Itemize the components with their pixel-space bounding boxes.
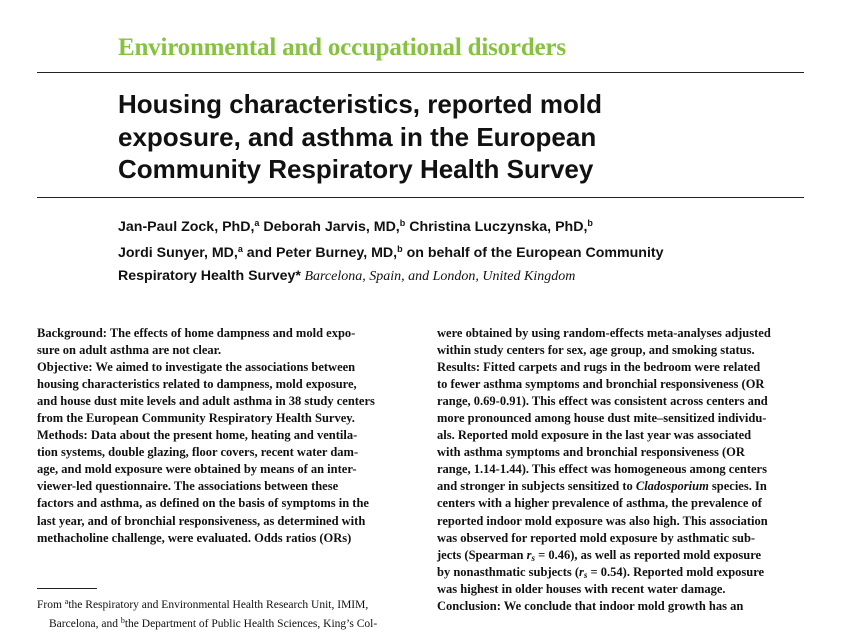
author-line bbox=[118, 212, 818, 238]
abstract-line: to fewer asthma symptoms and bronchial responsiveness (OR bbox=[437, 377, 765, 392]
title-line: Community Respiratory Health Survey bbox=[118, 154, 594, 184]
abstract-right-column bbox=[437, 325, 807, 615]
abstract-line: Methods: Data about the present home, heating and ventila- bbox=[37, 428, 358, 443]
abstract-text: = 0.46), as well as reported mold exposure bbox=[534, 547, 762, 562]
author-name: Christina Luczynska, PhD, bbox=[405, 219, 588, 235]
abstract-line: was highest in older houses with recent water damage. bbox=[437, 581, 726, 596]
abstract-line: and house dust mite levels and adult asthma in 38 study centers bbox=[37, 394, 375, 409]
abstract-line: als. Reported mold exposure in the last year was associated bbox=[437, 428, 752, 443]
section-heading: Environmental and occupational disorders bbox=[118, 34, 566, 61]
abstract-text: by nonasthmatic subjects ( bbox=[437, 564, 580, 579]
abstract-line bbox=[437, 478, 807, 495]
abstract-line: sure on adult asthma are not clear. bbox=[37, 343, 222, 358]
affiliation-mark: a bbox=[237, 244, 243, 255]
footnote-text: Barcelona, and bbox=[49, 618, 121, 630]
abstract-text: = 0.54). Reported mold exposure bbox=[587, 564, 765, 579]
stat-symbol: r bbox=[526, 547, 532, 562]
stat-subscript: s bbox=[531, 552, 535, 563]
abstract-line: factors and asthma, as defined on the basis of symptoms in the bbox=[37, 496, 369, 511]
abstract-line: Objective: We aimed to investigate the associations between bbox=[37, 360, 356, 375]
affiliation-mark: b bbox=[399, 218, 406, 228]
abstract-line: last year, and of bronchial responsiveness, as determined with bbox=[37, 513, 366, 528]
title-line: exposure, and asthma in the European bbox=[118, 121, 597, 152]
abstract-left-column bbox=[37, 325, 409, 547]
abstract-line: were obtained by using random-effects meta-analyses adjusted bbox=[437, 326, 771, 340]
abstract-line: Results: Fitted carpets and rugs in the bedroom were related bbox=[437, 360, 761, 375]
affiliation-mark: b bbox=[120, 616, 125, 625]
affiliation-mark: b bbox=[587, 218, 593, 228]
abstract-right-block bbox=[437, 325, 807, 478]
abstract-line: methacholine challenge, were evaluated. Odds ratios (ORs) bbox=[37, 530, 352, 545]
footnote-text: From bbox=[37, 599, 65, 611]
abstract-line: range, 1.14-1.44). This effect was homogeneous among centers bbox=[437, 462, 767, 477]
abstract-line: more pronounced among house dust mite–sensitized individu- bbox=[437, 411, 767, 426]
author-name: and Peter Burney, MD, bbox=[242, 245, 398, 262]
abstract-line: tion systems, double glazing, floor covers, recent water dam- bbox=[37, 445, 359, 460]
affiliation-footnote bbox=[37, 594, 409, 632]
article-title bbox=[118, 88, 798, 186]
abstract-line: age, and mold exposure were obtained by means of an inter- bbox=[37, 462, 357, 477]
species-name: Cladosporium bbox=[635, 479, 709, 494]
affiliation-mark: b bbox=[397, 244, 403, 255]
title-line: Housing characteristics, reported mold bbox=[118, 89, 603, 119]
footnote-rule bbox=[37, 588, 97, 589]
footnote-text: the Department of Public Health Sciences, King’s Col- bbox=[124, 618, 378, 630]
abstract-line bbox=[437, 547, 807, 564]
author-group-text: on behalf of the European Community bbox=[402, 245, 664, 262]
abstract-line: viewer-led questionnaire. The associations between these bbox=[37, 479, 339, 494]
title-rule bbox=[37, 197, 804, 198]
footnote-line bbox=[37, 594, 409, 613]
abstract-line: Background: The effects of home dampness and mold expo- bbox=[37, 326, 356, 340]
abstract-line bbox=[437, 564, 807, 581]
abstract-line: from the European Community Respiratory Health Survey. bbox=[37, 411, 355, 426]
abstract-text: species. In bbox=[708, 479, 767, 494]
top-rule bbox=[37, 72, 804, 73]
author-group: Respiratory Health Survey* bbox=[118, 267, 301, 284]
abstract-line: range, 0.69-0.91). This effect was consistent across centers and bbox=[437, 394, 768, 409]
stat-symbol: r bbox=[579, 564, 584, 579]
author-name: Jordi Sunyer, MD, bbox=[118, 245, 238, 262]
author-line bbox=[118, 238, 818, 264]
footnote-line bbox=[37, 613, 409, 632]
author-name: Deborah Jarvis, MD, bbox=[259, 219, 400, 235]
author-name: Jan-Paul Zock, PhD, bbox=[118, 219, 255, 235]
abstract-right-block bbox=[437, 495, 807, 546]
abstract-line: reported indoor mold exposure was also high. This association bbox=[437, 513, 768, 528]
abstract-line: was observed for reported mold exposure by asthmatic sub- bbox=[437, 530, 756, 545]
abstract-line: Conclusion: We conclude that indoor mold growth has an bbox=[437, 598, 744, 613]
abstract-line: with asthma symptoms and bronchial responsiveness (OR bbox=[437, 445, 745, 460]
author-line bbox=[118, 265, 818, 288]
footnote-text: the Respiratory and Environmental Health Research Unit, IMIM, bbox=[68, 599, 369, 611]
stat-subscript: s bbox=[583, 569, 588, 580]
abstract-line: within study centers for sex, age group, and smoking status. bbox=[437, 343, 755, 358]
author-location: Barcelona, Spain, and London, United Kingdom bbox=[300, 268, 576, 284]
affiliation-mark: a bbox=[64, 597, 69, 606]
abstract-text: and stronger in subjects sensitized to bbox=[437, 479, 636, 494]
abstract-right-block bbox=[437, 581, 807, 615]
abstract-line: housing characteristics related to dampness, mold exposure, bbox=[37, 377, 357, 392]
abstract-text: jects (Spearman bbox=[437, 547, 527, 562]
affiliation-mark: a bbox=[254, 218, 260, 228]
abstract-line: centers with a higher prevalence of asthma, the prevalence of bbox=[437, 496, 762, 511]
author-list bbox=[118, 212, 818, 288]
